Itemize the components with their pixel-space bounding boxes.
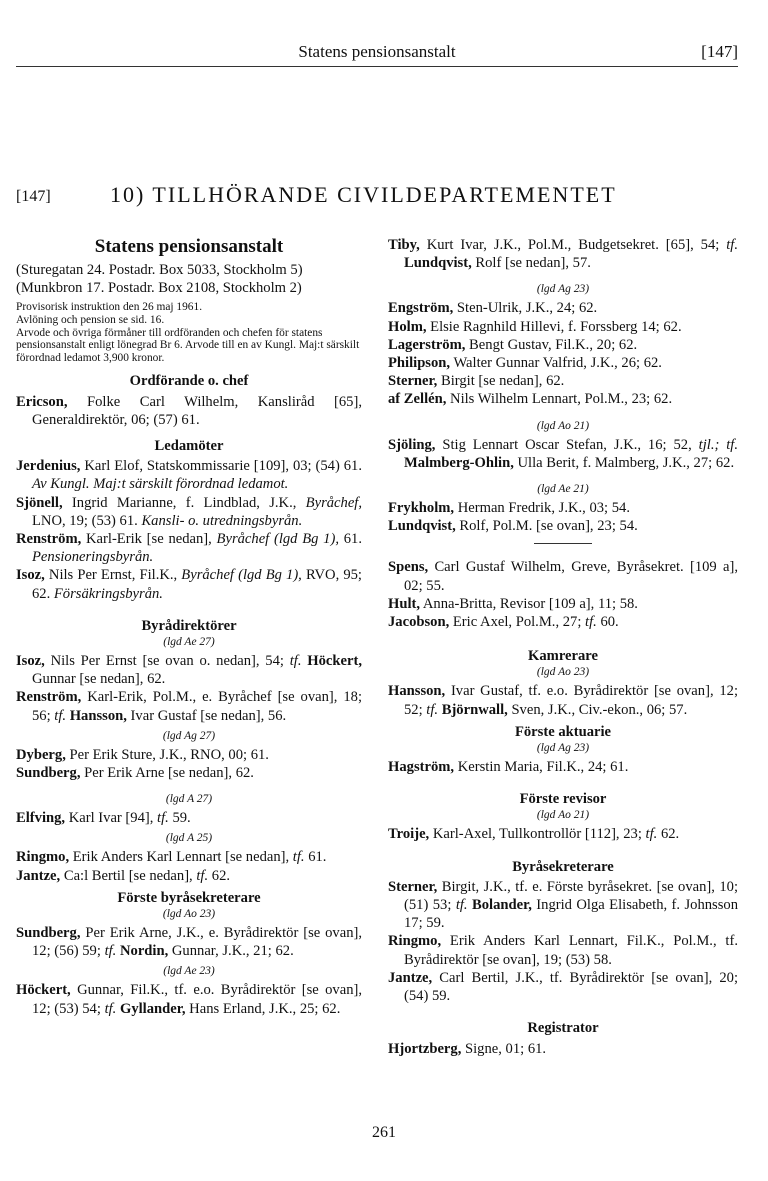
note-line: Avlöning och pension se sid. 16. [16, 314, 165, 326]
salary-grade-label: (lgd Ao 23) [162, 908, 216, 921]
person-entry: Sterner, Birgit, J.K., tf. e. Förste byråsekret. [se ovan], 10; (51) 53; tf. Bolander, Ingrid Olga Elisabeth, f. Johnsson 17; 59. [388, 878, 739, 932]
person-entry: Jerdenius, Karl Elof, Statskommissarie [109], 03; (54) 61. Av Kungl. Maj:t särskilt förordnad ledamot. [16, 458, 362, 493]
chapter-title: 10) TILLHÖRANDE CIVILDEPARTEMENTET [110, 182, 617, 207]
person-entry: Isoz, Nils Per Ernst, Fil.K., Byråchef (lgd Bg 1), RVO, 95; 62. Försäkringsbyrån. [16, 567, 362, 602]
person-entry: Ringmo, Erik Anders Karl Lennart, Fil.K., Pol.M., tf. Byrådirektör [se ovan], 19; (53) 58. [388, 933, 738, 968]
subsection-heading: Byrådirektörer [141, 617, 237, 634]
person-entry: Lagerström, Bengt Gustav, Fil.K., 20; 62. [388, 336, 638, 353]
person-entry: Sterner, Birgit [se nedan], 62. [388, 373, 565, 390]
person-entry: Tiby, Kurt Ivar, J.K., Pol.M., Budgetsekret. [65], 54; tf. Lundqvist, Rolf [se nedan], 57. [388, 237, 738, 272]
note-line: Arvode och övriga förmåner till ordföranden och chefen för statens pensionsanstalt enligt lönegrad Br 6. Arvode till en av Kungl. Maj:t särskilt förordnad ledamot 3,900 kronor. [16, 326, 360, 364]
subsection-heading: Förste aktuarie [514, 723, 612, 740]
subsection-heading: Förste byråsekreterare [117, 889, 261, 906]
subsection-heading: Kamrerare [528, 648, 598, 665]
page-number: 261 [372, 1124, 396, 1141]
person-entry: Spens, Carl Gustaf Wilhelm, Greve, Byråsekret. [109 a], 02; 55. [388, 559, 738, 594]
salary-grade-label: (lgd A 25) [165, 832, 213, 845]
salary-grade-label: (lgd Ag 23) [536, 742, 590, 755]
salary-grade-label: (lgd Ao 23) [536, 666, 590, 679]
subsection-heading: Registrator [527, 1020, 599, 1037]
divider [534, 543, 592, 544]
running-head [16, 42, 738, 67]
person-entry: Hagström, Kerstin Maria, Fil.K., 24; 61. [388, 759, 629, 776]
person-entry: Sjöling, Stig Lennart Oscar Stefan, J.K., 16; 52, tjl.; tf. Malmberg-Ohlin, Ulla Berit, f. Malmberg, J.K., 27; 62. [388, 436, 738, 471]
person-entry: Troije, Karl-Axel, Tullkontrollör [112], 23; tf. 62. [388, 826, 680, 843]
person-entry: Renström, Karl-Erik [se nedan], Byråchef (lgd Bg 1), 61. Pensioneringsbyrån. [16, 531, 362, 566]
person-entry: Sjönell, Ingrid Marianne, f. Lindblad, J.K., Byråchef, LNO, 19; (53) 61. Kansli- o. utredningsbyrån. [16, 494, 362, 529]
person-entry: Engström, Sten-Ulrik, J.K., 24; 62. [388, 300, 598, 317]
person-entry: Holm, Elsie Ragnhild Hillevi, f. Forssberg 14; 62. [388, 318, 682, 335]
right-column [388, 236, 738, 1058]
salary-grade-label: (lgd Ag 27) [162, 729, 216, 742]
subsection-heading: Ledamöter [154, 437, 224, 454]
salary-grade-label: (lgd A 27) [165, 793, 213, 806]
subsection-heading: Byråsekreterare [512, 858, 614, 875]
person-entry: Hjortzberg, Signe, 01; 61. [388, 1040, 547, 1057]
person-entry: Ericson, Folke Carl Wilhelm, Kansliråd [65], Generaldirektör, 06; (57) 61. [16, 393, 362, 428]
person-entry: Ringmo, Erik Anders Karl Lennart [se nedan], tf. 61. [16, 849, 327, 866]
salary-grade-label: (lgd Ag 23) [536, 283, 590, 296]
person-entry: Hult, Anna-Britta, Revisor [109 a], 11; 58. [388, 595, 638, 612]
left-column [16, 236, 362, 1018]
salary-grade-label: (lgd Ae 27) [163, 636, 215, 649]
subsection-heading: Förste revisor [519, 791, 607, 808]
note-block [16, 301, 362, 364]
section-title: Statens pensionsanstalt [94, 236, 284, 257]
person-entry: Sundberg, Per Erik Arne, J.K., e. Byrådirektör [se ovan], 12; (56) 59; tf. Nordin, Gunnar, J.K., 21; 62. [16, 925, 362, 960]
running-head-page-ref: [147] [701, 42, 738, 61]
person-entry: Renström, Karl-Erik, Pol.M., e. Byråchef [se ovan], 18; 56; tf. Hansson, Ivar Gustaf [se nedan], 56. [16, 689, 362, 724]
person-entry: Philipson, Walter Gunnar Valfrid, J.K., 26; 62. [388, 355, 662, 372]
person-entry: Elfving, Karl Ivar [94], tf. 59. [16, 810, 191, 827]
person-entry: Frykholm, Herman Fredrik, J.K., 03; 54. [388, 500, 630, 517]
person-entry: Jantze, Ca:l Bertil [se nedan], tf. 62. [16, 867, 231, 884]
person-entry: af Zellén, Nils Wilhelm Lennart, Pol.M., 23; 62. [388, 391, 673, 408]
address-line: (Munkbron 17. Postadr. Box 2108, Stockholm 2) [16, 280, 302, 297]
person-entry: Sundberg, Per Erik Arne [se nedan], 62. [16, 765, 254, 782]
address-line: (Sturegatan 24. Postadr. Box 5033, Stockholm 5) [16, 262, 303, 278]
person-entry: Hansson, Ivar Gustaf, tf. e.o. Byrådirektör [se ovan], 12; 52; tf. Björnwall, Sven, J.K., Civ.-ekon., 06; 57. [388, 683, 738, 718]
person-entry: Lundqvist, Rolf, Pol.M. [se ovan], 23; 54. [388, 518, 638, 535]
person-entry: Jacobson, Eric Axel, Pol.M., 27; tf. 60. [388, 614, 619, 631]
salary-grade-label: (lgd Ao 21) [536, 419, 590, 432]
running-head-title: Statens pensionsanstalt [298, 42, 456, 61]
salary-grade-label: (lgd Ae 21) [537, 483, 589, 496]
note-line: Provisorisk instruktion den 26 maj 1961. [16, 301, 203, 314]
person-entry: Dyberg, Per Erik Sture, J.K., RNO, 00; 61. [16, 746, 269, 763]
salary-grade-label: (lgd Ae 23) [163, 965, 215, 978]
person-entry: Isoz, Nils Per Ernst [se ovan o. nedan], 54; tf. Höckert, Gunnar [se nedan], 62. [16, 653, 362, 688]
salary-grade-label: (lgd Ao 21) [536, 809, 590, 822]
person-entry: Jantze, Carl Bertil, J.K., tf. Byrådirektör [se ovan], 20; (54) 59. [388, 969, 738, 1005]
subsection-heading: Ordförande o. chef [129, 373, 249, 390]
chapter-number: [147] [16, 188, 51, 205]
person-entry: Höckert, Gunnar, Fil.K., tf. e.o. Byrådirektör [se ovan], 12; (53) 54; tf. Gyllander, Hans Erland, J.K., 25; 62. [16, 982, 362, 1017]
